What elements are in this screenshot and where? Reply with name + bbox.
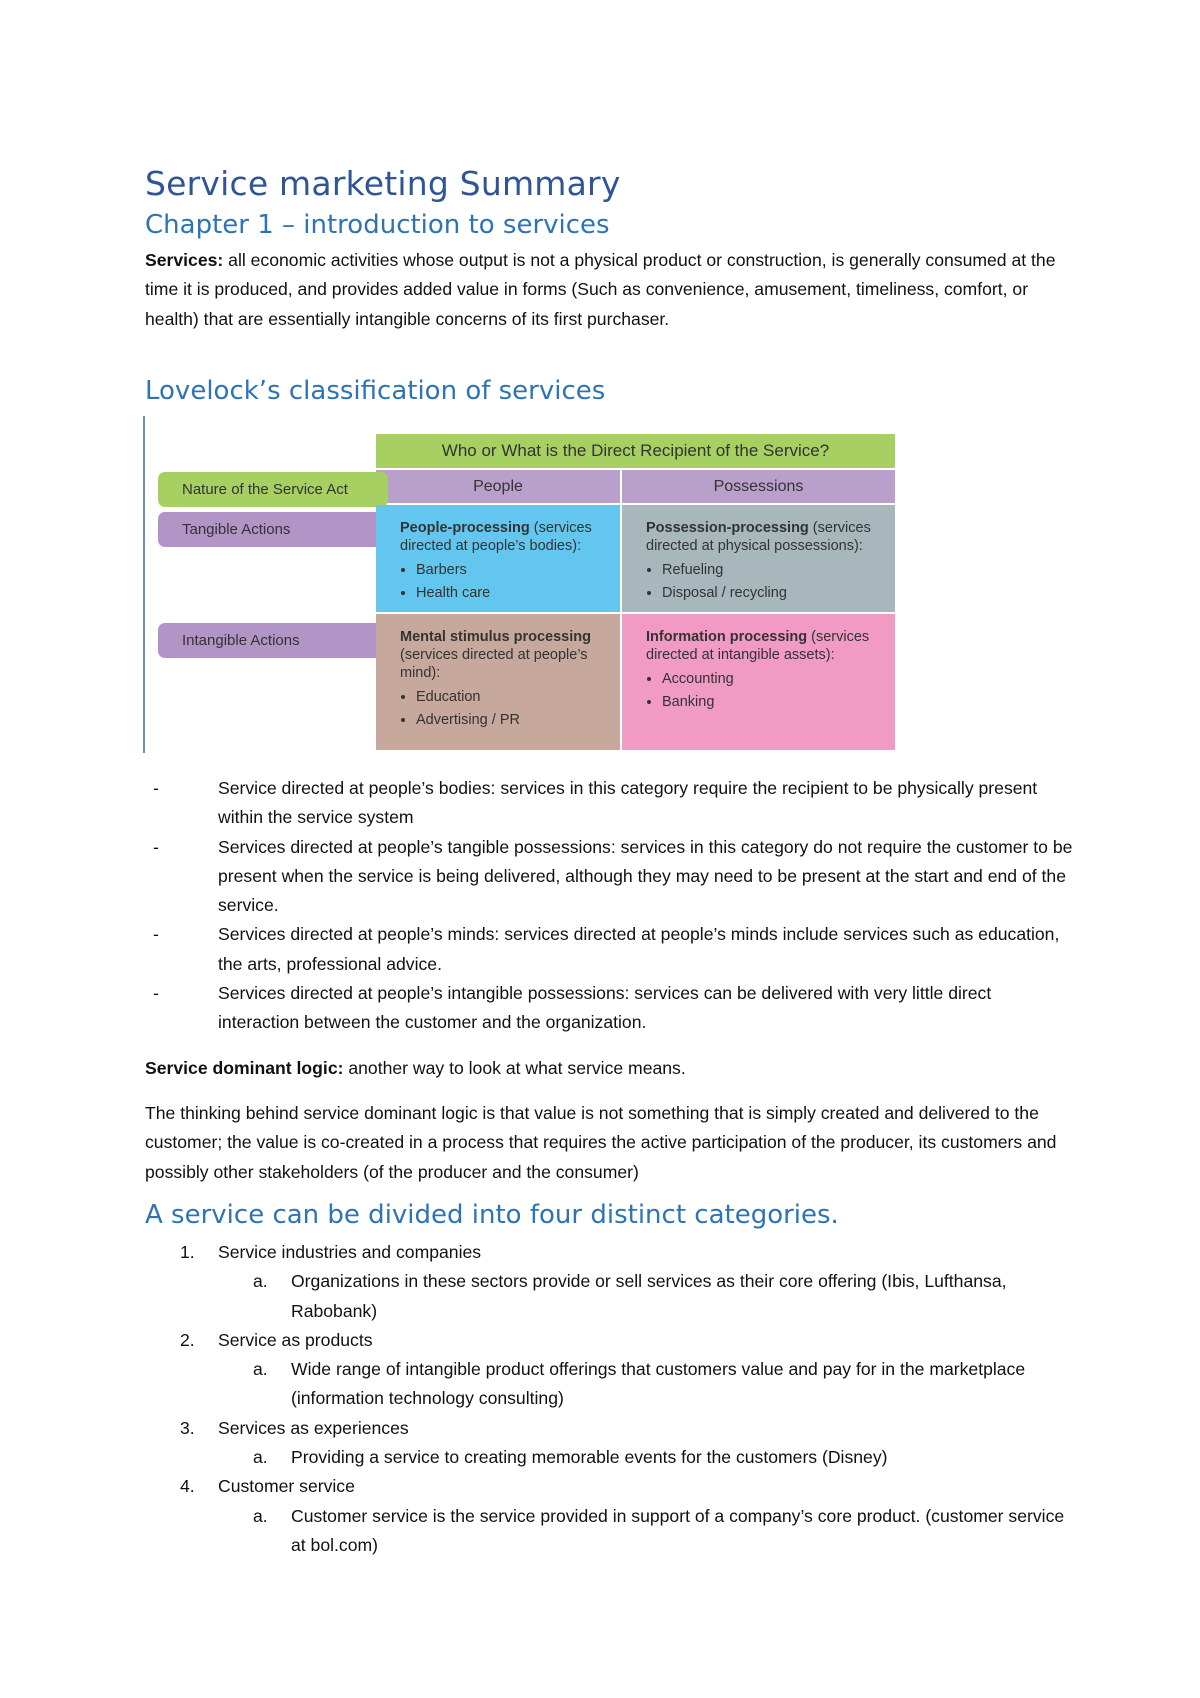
lovelock-heading: Lovelock’s classification of services — [145, 376, 606, 406]
possession-processing-desc: (services directed at physical possessions): — [646, 520, 871, 554]
people-processing-desc: (services directed at people’s bodies): — [400, 520, 592, 554]
list-item: 2. Service as products a. Wide range of intangible product offerings that customers value and pay for in the marketplace (information technology consulting) — [145, 1326, 1075, 1414]
information-processing-cell — [622, 614, 895, 750]
list-item: - Services directed at people’s intangible possessions: services can be delivered with very little direct interaction between the customer and the organization. — [145, 979, 1075, 1038]
list-item: • Health care — [416, 582, 606, 605]
definition-term: Services: — [145, 250, 224, 270]
list-item: 3. Services as experiences a. Providing a service to creating memorable events for the customers (Disney) — [145, 1414, 1075, 1473]
list-item: • Advertising / PR — [416, 709, 606, 732]
service-dominant-logic — [145, 1054, 1065, 1083]
figure-left-border — [143, 416, 145, 753]
dash-marker: - — [153, 983, 159, 1004]
list-item: • Barbers — [416, 559, 606, 582]
possessions-column-header: Possessions — [622, 470, 895, 503]
sdl-explanation: The thinking behind service dominant logic is that value is not something that is simply created and delivered to the customer; the value is co-created in a process that requires the active participation of the producer, its customers and possibly other stakeholders (of the producer and the consumer) — [145, 1103, 1057, 1182]
sdl-term: Service dominant logic: — [145, 1058, 344, 1078]
list-item: - Services directed at people’s minds: services directed at people’s minds include services such as education, the arts, professional advice. — [145, 920, 1075, 979]
information-processing-desc: (services directed at intangible assets): — [646, 629, 870, 663]
mental-stimulus-cell — [376, 614, 620, 750]
list-item: • Education — [416, 686, 606, 709]
chapter-heading: Chapter 1 – introduction to services — [145, 210, 610, 240]
possession-processing-cell — [622, 505, 895, 612]
services-definition — [145, 246, 1065, 334]
definition-text: all economic activities whose output is not a physical product or construction, is generally consumed at the time it is produced, and provides added value in forms (Such as convenience, amusement, timeliness, comfort, or health) that are essentially intangible concerns of its first purchaser. — [145, 250, 1056, 329]
service-types-list — [145, 774, 1075, 1038]
dash-marker: - — [153, 778, 159, 798]
sub-list-item: a. Wide range of intangible product offerings that customers value and pay for in the marketplace (information technology consulting) — [253, 1359, 1026, 1409]
list-item: • Disposal / recycling — [662, 582, 881, 605]
dash-marker: - — [153, 836, 159, 857]
recipient-header: Who or What is the Direct Recipient of the Service? — [376, 434, 895, 468]
list-item: 4. Customer service a. Customer service is the service provided in support of a company’s core product. (customer service at bol.com) — [145, 1472, 1075, 1560]
categories-list — [145, 1238, 1075, 1560]
sub-list-item: a. Customer service is the service provided in support of a company’s core product. (customer service at bol.com) — [253, 1505, 1065, 1555]
list-item: - Services directed at people’s tangible possessions: services in this category do not require the customer to be present when the service is being delivered, although they may need to be present at the start and end of the service. — [145, 833, 1075, 921]
information-processing-title: Information processing — [646, 629, 808, 645]
list-item: 1. Service industries and companies a. Organizations in these sectors provide or sell services as their core offering (Ibis, Lufthansa, Rabobank) — [145, 1238, 1075, 1326]
mental-stimulus-desc: (services directed at people’s mind): — [400, 647, 588, 681]
lovelock-classification-figure — [150, 434, 895, 750]
list-item: • Banking — [662, 691, 881, 714]
sub-list-item: a. Providing a service to creating memorable events for the customers (Disney) — [253, 1447, 888, 1468]
intangible-actions-label: Intangible Actions — [158, 623, 388, 658]
tangible-actions-label: Tangible Actions — [158, 512, 388, 547]
page-title: Service marketing Summary — [145, 164, 621, 203]
sub-list-item: a. Organizations in these sectors provide or sell services as their core offering (Ibis, Lufthansa, Rabobank) — [253, 1271, 1007, 1321]
people-processing-cell — [376, 505, 620, 612]
dash-marker: - — [153, 924, 159, 945]
nature-label: Nature of the Service Act — [158, 472, 388, 507]
sdl-text: another way to look at what service means. — [343, 1058, 686, 1078]
mental-stimulus-title: Mental stimulus processing — [400, 629, 591, 645]
possession-processing-title: Possession-processing — [646, 520, 809, 536]
list-item: • Refueling — [662, 559, 881, 582]
list-item: • Accounting — [662, 668, 881, 691]
people-column-header: People — [376, 470, 620, 503]
categories-heading: A service can be divided into four distinct categories. — [145, 1200, 839, 1230]
people-processing-title: People-processing — [400, 520, 530, 536]
list-item: - Service directed at people’s bodies: services in this category require the recipient to be physically present within the service system — [145, 774, 1075, 833]
